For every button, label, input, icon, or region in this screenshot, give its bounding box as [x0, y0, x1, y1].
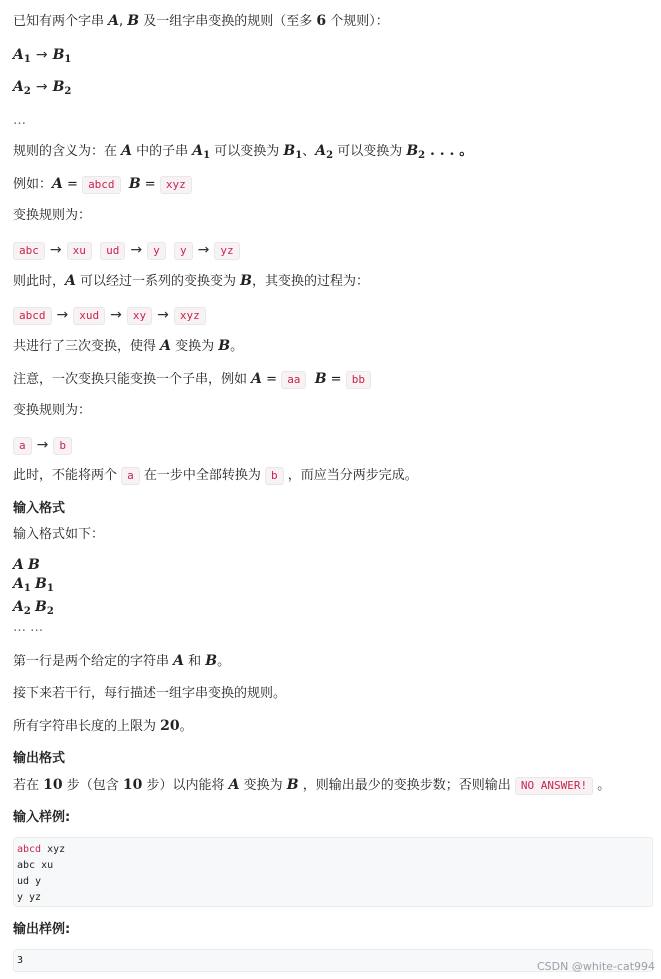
rules-label-2: 变换规则为：	[13, 403, 92, 418]
input-format-heading: 输入格式	[13, 501, 66, 516]
math-a2: $A_2$	[13, 79, 31, 97]
code-step: xyz	[174, 307, 206, 325]
rule2-line	[13, 435, 72, 456]
math-a: A	[108, 13, 120, 29]
arrow-icon: →	[56, 307, 69, 323]
rule-ellipsis: …	[13, 113, 26, 128]
then-paragraph: 则此时，A 可以经过一系列的变换变为 B，其变换的过程为：	[13, 273, 370, 289]
code-step: abcd	[13, 307, 52, 325]
intro-sep: ,	[119, 14, 128, 29]
arrow-icon: →	[110, 307, 122, 323]
math-a1: $A_1$	[13, 47, 31, 65]
note-paragraph: 注意，一次变换只能变换一个子串，例如 A = aa B = bb	[13, 369, 371, 390]
arrow-icon: →	[130, 242, 143, 258]
code-rule: xu	[67, 242, 92, 260]
limit-paragraph: 所有字符串长度的上限为 20。	[13, 718, 193, 734]
code-abcd: abcd	[82, 176, 121, 194]
code-bb: bb	[346, 371, 371, 389]
code-no-answer: NO ANSWER!	[515, 777, 593, 795]
arrow-icon: →	[157, 307, 169, 323]
rule-line-2	[13, 77, 71, 102]
arrow-icon: →	[35, 79, 48, 95]
code-rule: y	[174, 242, 193, 260]
output-format-heading: 输出格式	[13, 751, 66, 766]
code-b: b	[53, 437, 72, 455]
sample-output-heading: 输出样例:	[13, 922, 71, 937]
code-rule: yz	[214, 242, 239, 260]
code-rule: abc	[13, 242, 45, 260]
rules-label: 变换规则为：	[13, 208, 92, 223]
arrow-icon: →	[36, 437, 49, 453]
sample-input-code-block: abcd xyz abc xu ud y y yz	[13, 837, 653, 907]
next-lines-paragraph: 接下来若干行，每行描述一组字串变换的规则。	[13, 686, 287, 701]
math-b2: $B_2$	[52, 79, 72, 97]
code-a: a	[13, 437, 32, 455]
code-b: b	[265, 467, 284, 485]
math-b: B	[127, 13, 140, 29]
process-line	[13, 305, 206, 326]
first-line-paragraph: 第一行是两个给定的字符串 A 和 B。	[13, 653, 231, 669]
at-this-paragraph: 此时，不能将两个 a 在一步中全部转换为 b ，而应当分两步完成。	[13, 468, 418, 483]
rule-list-line	[13, 240, 240, 261]
code-step: xy	[127, 307, 152, 325]
output-format-paragraph: 若在 10 步（包含 10 步）以内能将 A 变换为 B ，则输出最少的变换步数；否则输出 NO ANSWER! 。	[13, 777, 611, 793]
code-a: a	[121, 467, 140, 485]
rule-line-1	[13, 45, 71, 70]
intro-number: 6	[316, 13, 327, 29]
watermark: CSDN @white-cat994	[536, 960, 655, 973]
input-format-desc: 输入格式如下：	[13, 527, 105, 542]
arrow-icon: →	[197, 242, 210, 258]
code-rule: y	[147, 242, 166, 260]
intro-text-3: 个规则）：	[326, 14, 389, 29]
code-rule: ud	[100, 242, 125, 260]
example-paragraph: 例如：A = abcd B = xyz	[13, 174, 192, 195]
arrow-icon: →	[35, 47, 48, 63]
input-format-block: A B $A_1$ $B_1$ $A_2$ $B_2$ … …	[13, 557, 54, 635]
code-aa: aa	[281, 371, 306, 389]
sample-input-heading: 输入样例:	[13, 810, 71, 825]
meaning-paragraph: 规则的含义为：在 A 中的子串 $A_1$ 可以变换为 $B_1$、$A_2$ 可以变换为 $B_2$ . . . 。	[13, 143, 474, 161]
arrow-icon: →	[49, 242, 62, 258]
code-step: xud	[73, 307, 105, 325]
intro-text-2: 及一组字串变换的规则（至多	[139, 14, 317, 29]
total-paragraph: 共进行了三次变换，使得 A 变换为 B。	[13, 338, 244, 354]
intro-text-1: 已知有两个字串	[13, 14, 109, 29]
sample-output-code-block: 3	[13, 949, 653, 972]
intro-paragraph	[13, 11, 389, 32]
code-xyz: xyz	[160, 176, 192, 194]
math-b1: $B_1$	[52, 47, 72, 65]
